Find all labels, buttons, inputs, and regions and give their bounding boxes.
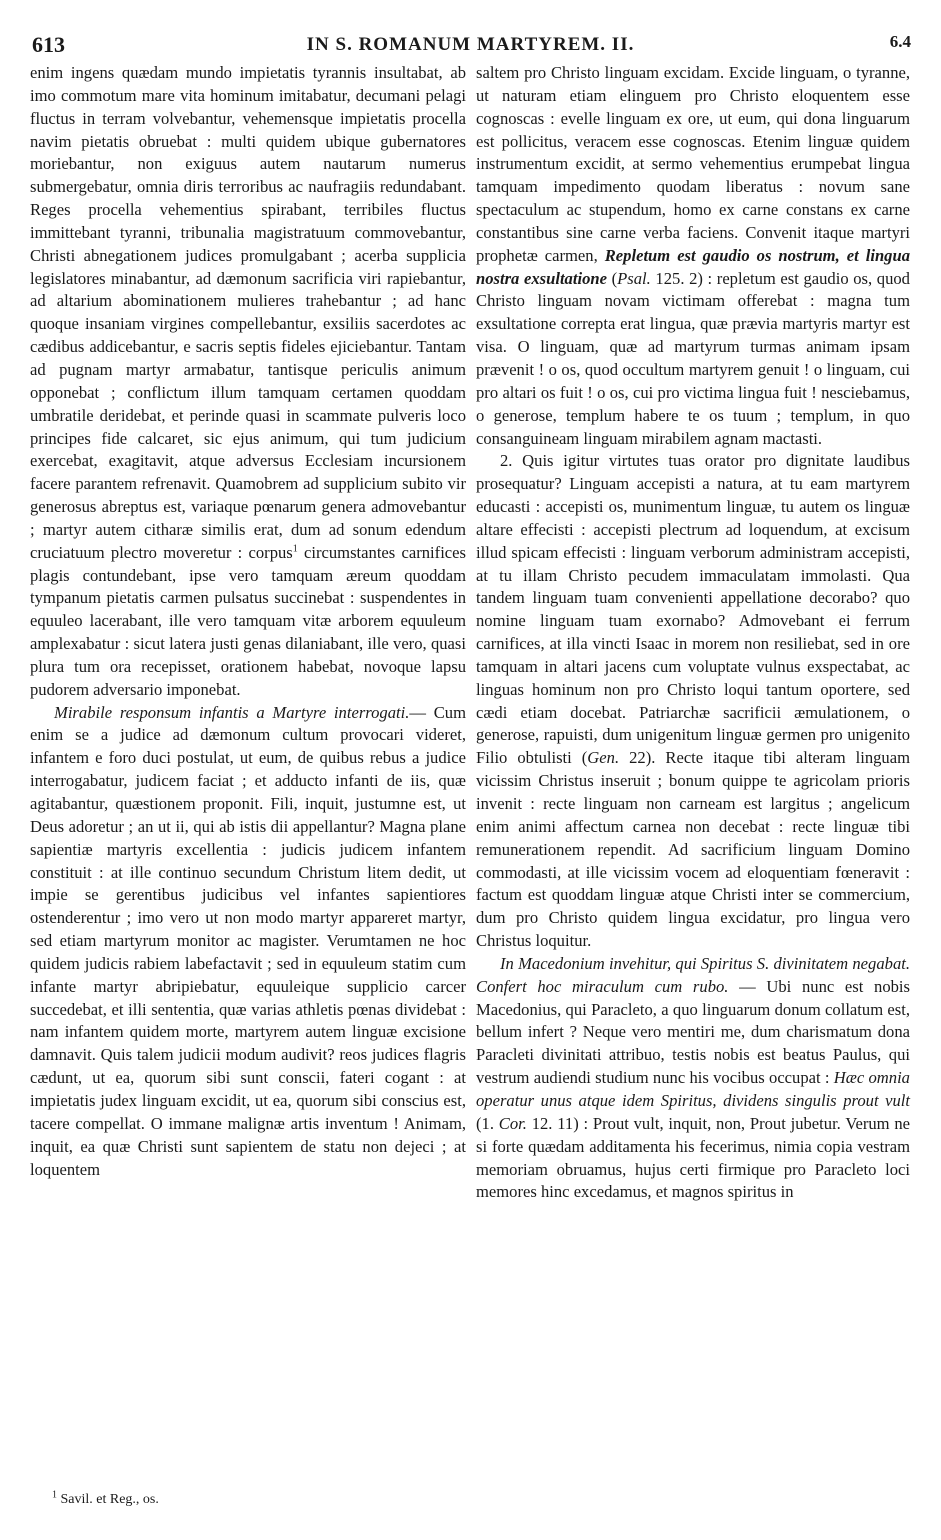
footnote-text: Savil. et Reg., os. [57,1492,159,1507]
right-paragraph-3-text: Ubi nunc est nobis Macedonius, qui Paracleto, a quo linguarum donum collatum est, bellum infert ? Neque vero mentiri me, dum charismatum dona Paracleti divinitati attribuo, testis nobis est beatus Paulus, qui vestrum audiendi studium nunc his vocibus occupat : [476,976,910,1088]
right-paragraph-1 [476,62,910,450]
right-paragraph-3 [476,953,910,1204]
right-paragraph-1-continued: : repletum est gaudio os, quod Christo linguam novam victimam offerebat : magna tum exsultatione correpta erat lingua, quæ prævia martyris martyr est visa. O linguam, quæ ad martyrum turmas animam ipsam prævenit ! o os, quod occultum martyrem genuit ! o linguam, cui pro altari os fuit ! o os, cui pro victima lingua fuit ! nesciebamus, o generose, templum habere te os tuum ; templum, in quo consanguineam linguam mirabilem agnam mactasti. [476,268,910,448]
heading-dash: — [728,976,756,996]
right-paragraph-2 [476,450,910,953]
right-paragraph-2-text: 2. Quis igitur virtutes tuas orator pro dignitate laudibus prosequatur? Linguam accepisti a natura, at tu eam martyrem educasti : accepisti os, munimentum linguæ, tu autem os linguæ altare effecisti : accepisti plectrum ad loquendum, at excisum illud spicam effecisti : linguam verborum administram accepisti, at tu illam Christo pecudem immaculatam immolasti. Qua tandem linguam tuam convenienti appellatione decorabo? quo nomine linguam tuam exornabo? Admovebant ei ferrum carnifices, at illa vincti Isaac in morem non resiliebat, sed in ore tamquam in altari jacens cum voluptate vulnus exspectabat, ac linguas hominum non pro Christo loqui tantum oportere, sed cædi etiam docebat. Patriarchæ sacrificii æmulationem, o generose, rapuisti, dum unigenitum linguæ germen pro unigenito Filio obtulisti ( [476,451,910,768]
left-column [30,62,466,1181]
left-paragraph-1-text: enim ingens quædam mundo impietatis tyrannis insultabat, ab imo commotum mare vita hominum imitabatur, decumani pelagi fluctus in terram volvebantur, vehemensque impietatis procella navim pietatis obruebat : multi quidem ubique gubernatores moriebantur, non exiguus autem nautarum numerus submergebatur, omnia diris terroribus ac naufragiis redundabant. Reges procella vehementius spirabant, terribiles fluctus immittebant tyranni, tribunalia magistratuum commovebantur, Christi abnegationem judices promulgabant ; acerba supplicia legislatores minabantur, ad dæmonum sacrificia viri rapiebantur, ad altarium abominationem mulieres trahebantur ; ad hanc quoque insaniam virgines compellebantur, exsiliis sacerdotes ac cædibus addicebantur, e sacris septis fideles ejiciebantur. Tantam ad pugnam martyr armabatur, tantisque periculis animum opponebat ; conflictum illum tamquam certamen quoddam umbratile deridebat, et perinde quasi in scammate pulveris loco principes fide calcaret, sic ejus animum, qui tum judicium exercebat, exagitavit, atque adversus Ecclesiam incursionem facere parantem refrenavit. Quamobrem ad supplicium subito vir generosus abreptus est, variaque pœnarum genera admovebantur ; martyr autem citharæ similis erat, dum ad sonum edendum cruciatuum plectro moveretur : corpus [30,63,466,562]
left-paragraph-2 [30,702,466,1182]
column-number: 6.4 [889,32,911,51]
page-number: 613 [32,32,65,57]
corinthians-ref-book: Cor. [498,1113,527,1133]
genesis-ref-book: Gen. [587,748,620,768]
psalm-ref-book: Psal. [617,268,651,288]
section-heading-infant: Mirabile responsum infantis a Martyre interrogati. [54,702,410,722]
right-paragraph-1-text: saltem pro Christo linguam excidam. Excide linguam, o tyranne, ut naturam etiam elinguem pro Christo eloquentem esse cognoscas : evelle linguam ex ore, ut eum, qui dona linguarum est pollicitus, veracem esse cognoscas. Etenim linguæ quidem instrumentum excidit, at sermo vehementius erumpebat lingua tamquam impedimento quodam liberatus : novum sane spectaculum ac stupendum, homo ex carne constans ex carne constantibus sine carne verba faciens. Convenit itaque martyri prophetæ carmen, [476,63,910,265]
psalm-ref-open: ( [606,268,618,288]
right-paragraph-3-continued: : Prout vult, inquit, non, Prout jubetur. Verum ne si forte quædam additamenta his fecerimus, nimia copia vestram memoriam obruamus, hujus certi firmique pro Paracleto loci memores hinc excedamus, et magnos spiritus in [476,1113,910,1202]
footnote [52,1489,159,1508]
corinthians-ref-open: (1. [476,1113,499,1133]
left-paragraph-1-tail: circumstantes carnifices plagis contundebant, ipse vero tamquam æreum quoddam tympanum pietatis carmen pulsatus succinebat : suspendentes in equuleo lacerabant, ille vero tamquam vitæ arborem equuleum amplexabatur : sicut latera justi genas dilaniabant, ille vero, quasi plura tum ora recepisset, orationem habebat, novoque lapsu pudorem adversario imponebat. [30,542,466,699]
genesis-ref-number: 22) [619,748,652,768]
running-head: IN S. ROMANUM MARTYREM. II. [306,34,635,55]
left-paragraph-2-text: Cum enim se a judice ad dæmonum cultum provocari videret, infantem e foro duci postulat, ut eum, de quibus rebus a judice interrogabatur, judicem faciat ; et adducto infanti de iis, quæ agitabantur, quæstionem proponit. Fili, inquit, justumne est, ut Deus adoretur ; an ut ii, qui ab istis dii appellantur? Magna plane sapientiæ martyris excellentia : judicis judicem infantem constituit : at ille continuo secundum Christum litem dedit, ut impie se gerentibus judicibus vel infantes sapientiores ostenderentur ; imo vero ut non modo martyr appareret martyr, sed etiam martyrum monitor ac magister. Verumtamen ne hoc quidem judicis rabiem labefactavit ; sed in equuleum statim cum infante martyr abripiebatur, equuleique supplicio carcer succedebat, et illi sententia, quæ varias athletis pœnas dividebat : nam infantem quidem morte, martyrem autem linguæ excisione damnavit. Quis talem judicii modum audivit? reos judices flagris cædunt, ut ea, quorum sibi sunt conscii, fateri cogant : at impietatis judex linguam excidit, ut ea, quorum sibi conscius est, tacere compellat. O immane malignæ artis inventum ! Animam, inquit, ea quæ Christi sunt sapientem de statu non dejeci ; at loquentem [30,702,466,1179]
psalm-quote: Repletum est gaudio os nostrum, et lingua nostra exsultatione [476,245,910,288]
psalm-ref-number: 125. 2) [650,268,703,288]
corinthians-ref-number: 12. 11) [526,1113,579,1133]
pauline-quote: Hæc omnia operatur unus atque idem Spiritus, dividens singulis prout vult [476,1068,910,1110]
right-column [476,62,910,1204]
left-paragraph-1 [30,62,466,702]
right-paragraph-2-continued: . Recte itaque tibi alteram linguam vicissim Christus inseruit ; bonum quippe te agricolam prioris invenit : recte linguam non carneam est largitus ; angelicum enim animi affectum carnea non decebat : recte linguæ tibi remunerationem rependit. Ad sacrificium linguam Domino commodasti, at ille vicissim vocem ad eloquentiam fœneravit : factum est quoddam linguæ atque Christi inter se commercium, dum pro Christo quidem lingua excidatur, pro lingua vero Christus loquitur. [476,748,910,951]
heading-dash: — [409,702,426,722]
section-heading-macedonius: In Macedonium invehitur, qui Spiritus S. divinitatem negabat. Confert hoc miraculum cum rubo. [476,953,910,996]
footnote-reference: 1 [292,543,298,555]
footnote-mark: 1 [52,1489,57,1501]
page-header [28,30,913,60]
